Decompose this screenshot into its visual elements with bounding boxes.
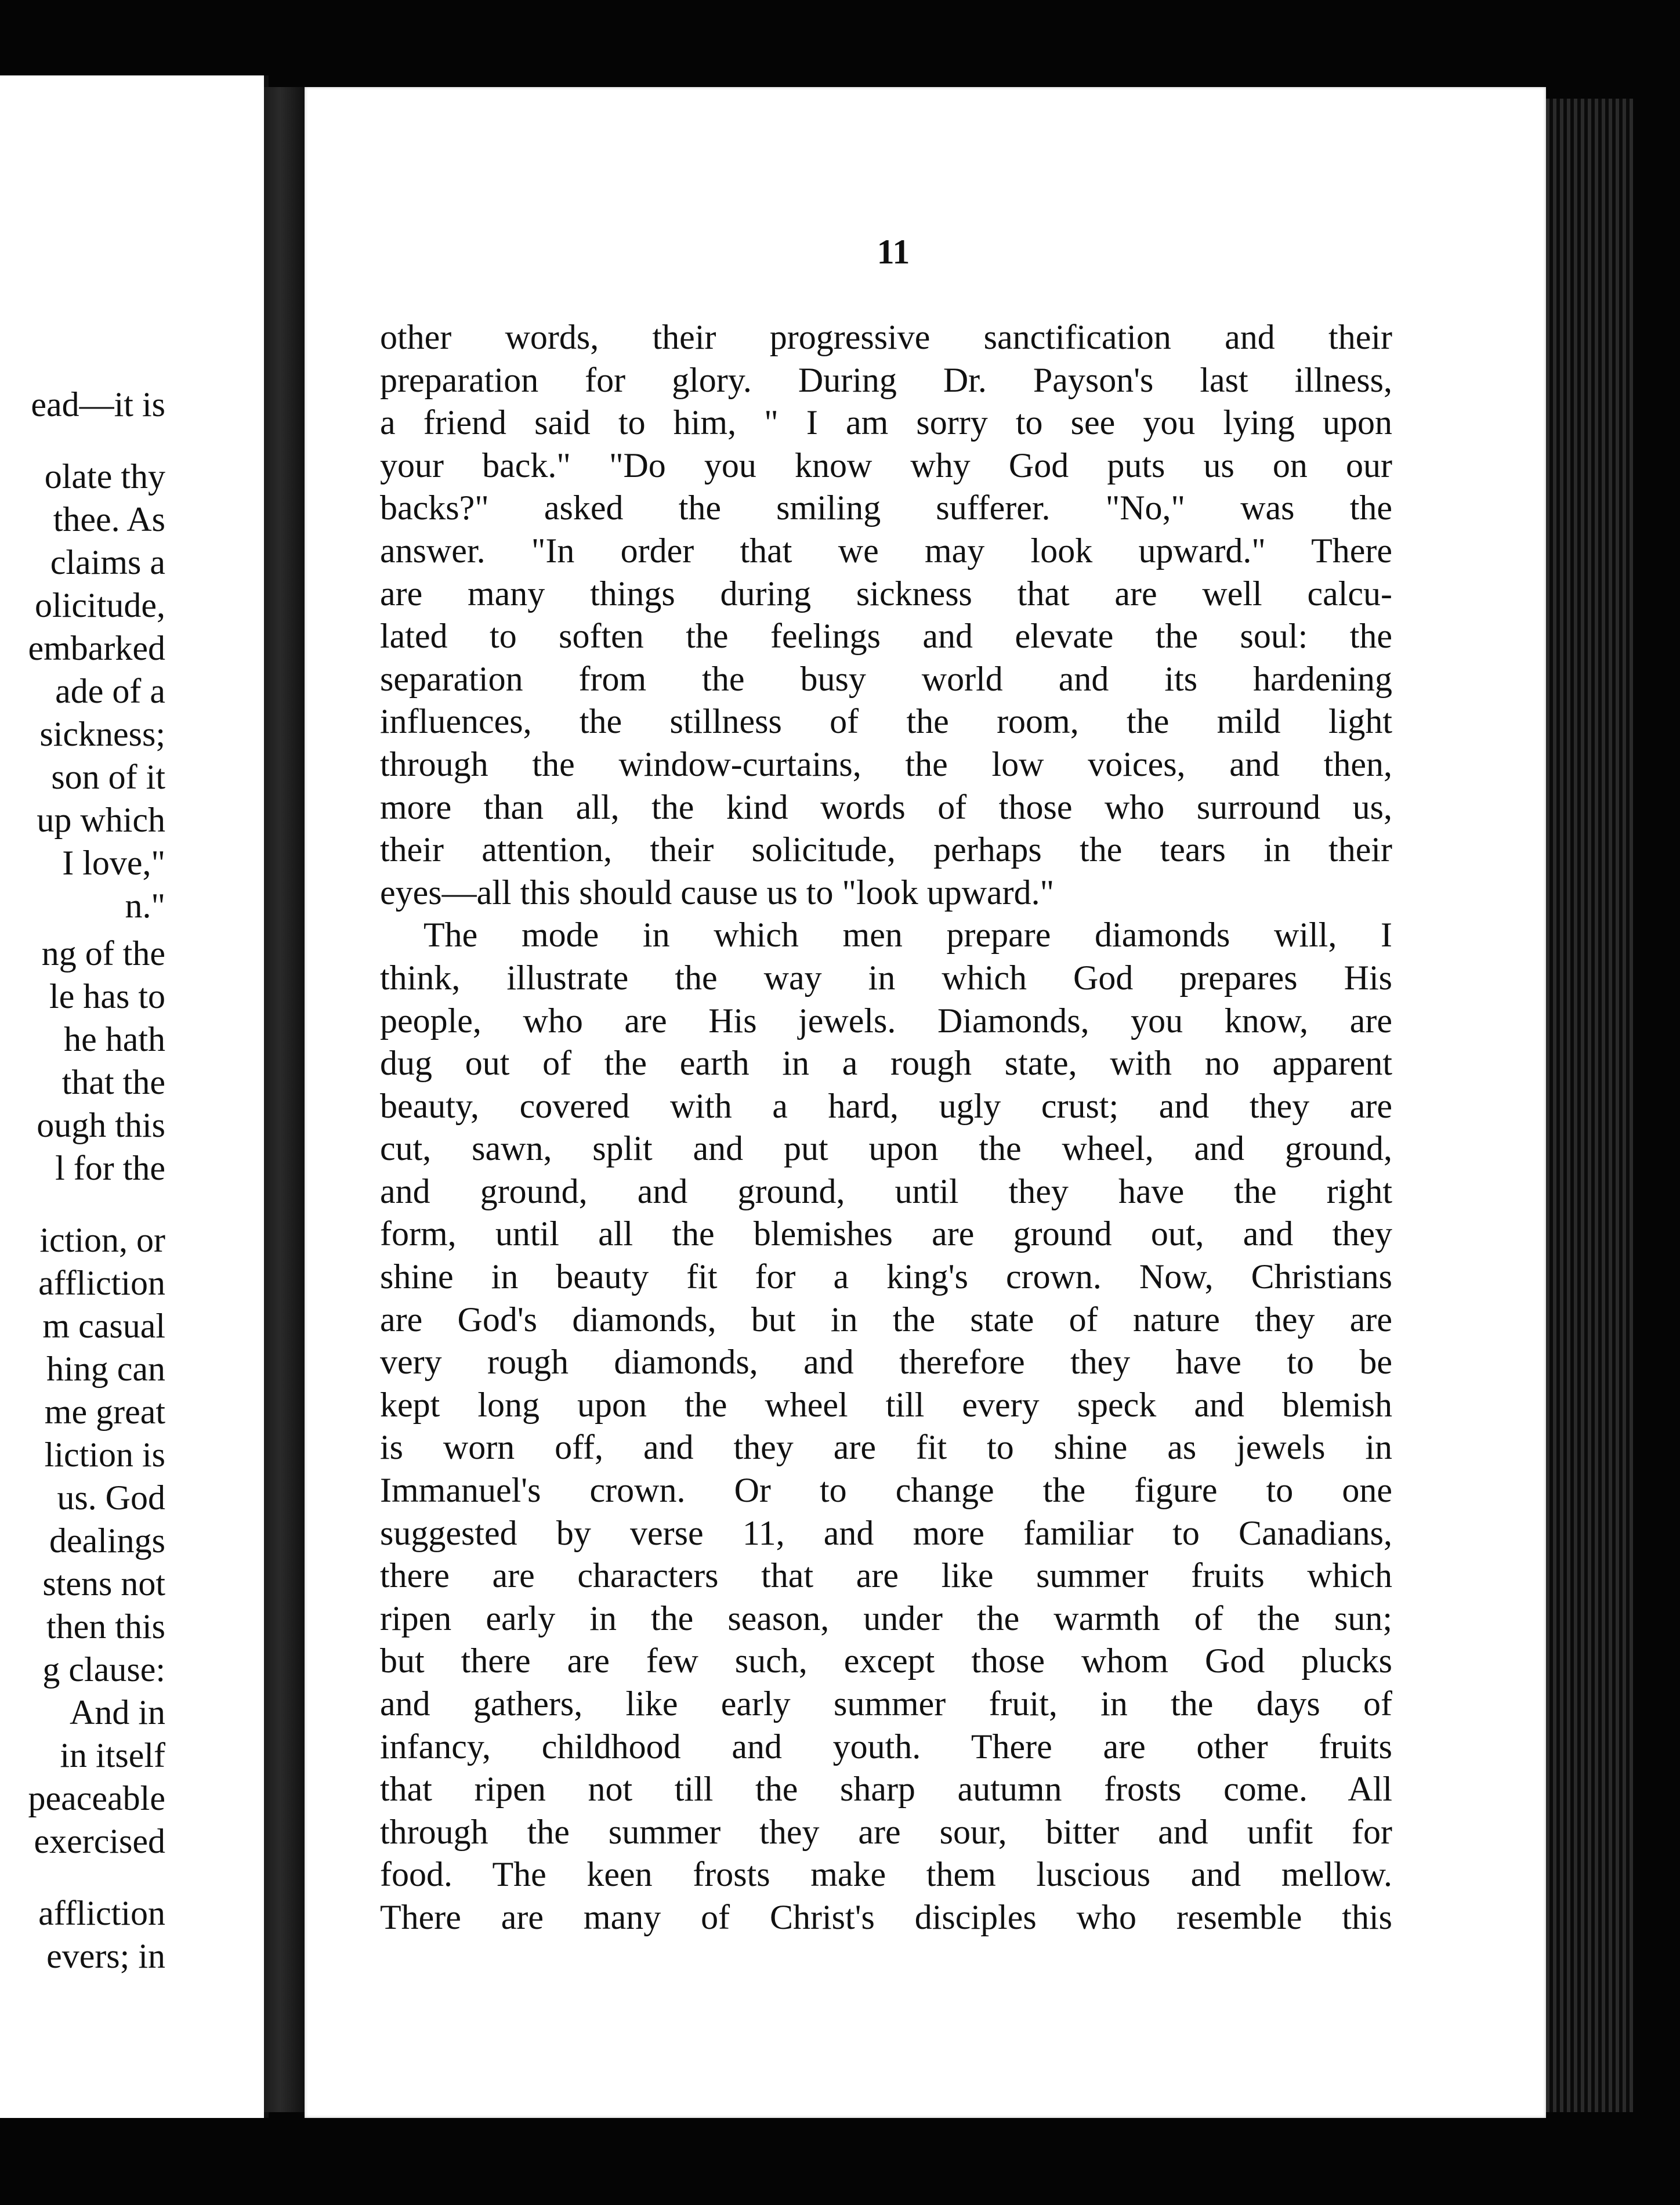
left-page-line: olicitude,: [35, 586, 165, 624]
body-line: think, illustrate the way in which God prepares His: [380, 958, 1392, 997]
left-page-line: that the: [61, 1063, 165, 1101]
body-line: very rough diamonds, and therefore they have to be: [380, 1343, 1392, 1382]
body-line: ripen early in the season, under the warmth of the sun;: [380, 1599, 1392, 1638]
left-page-line: evers; in: [46, 1937, 165, 1975]
left-page-line: us. God: [57, 1479, 165, 1517]
left-page-line: he hath: [64, 1020, 165, 1058]
body-line: The mode in which men prepare diamonds will, I: [423, 916, 1392, 955]
body-line: a friend said to him, " I am sorry to see you lying upon: [380, 403, 1392, 442]
body-line: infancy, childhood and youth. There are other fruits: [380, 1727, 1392, 1766]
page-edges: [1546, 99, 1633, 2112]
body-line: preparation for glory. During Dr. Payson's last illness,: [380, 360, 1392, 399]
body-line: shine in beauty fit for a king's crown. Now, Christians: [380, 1257, 1392, 1296]
body-line: are many things during sickness that are well calcu-: [380, 574, 1392, 613]
left-page-line: claims a: [50, 543, 165, 581]
left-page-line: me great: [44, 1393, 165, 1431]
left-page-line: ough this: [37, 1106, 165, 1144]
left-page-line: up which: [37, 801, 165, 839]
body-line: influences, the stillness of the room, the mild light: [380, 702, 1392, 741]
body-line: suggested by verse 11, and more familiar to Canadians,: [380, 1513, 1392, 1552]
body-line: dug out of the earth in a rough state, with no apparent: [380, 1044, 1392, 1083]
left-page-line: le has to: [49, 977, 165, 1015]
left-page-line: embarked: [28, 629, 165, 667]
left-page-line: then this: [46, 1607, 165, 1646]
left-page-line: l for the: [55, 1149, 165, 1187]
left-page-line: exercised: [34, 1822, 165, 1860]
body-line: kept long upon the wheel till every speck and blemish: [380, 1385, 1392, 1424]
body-line: eyes—all this should cause us to "look upward.": [380, 873, 1055, 912]
body-line: There are many of Christ's disciples who resemble this: [380, 1897, 1392, 1936]
body-line: separation from the busy world and its hardening: [380, 659, 1392, 698]
body-line: beauty, covered with a hard, ugly crust; and they are: [380, 1086, 1392, 1125]
body-line: backs?" asked the smiling sufferer. "No," was the: [380, 489, 1392, 527]
body-line: through the window-curtains, the low voices, and then,: [380, 744, 1392, 783]
left-page-fragment: [0, 75, 269, 2118]
left-page-line: ng of the: [41, 934, 165, 973]
body-line: answer. "In order that we may look upward." There: [380, 531, 1392, 570]
body-line: there are characters that are like summer fruits which: [380, 1556, 1392, 1595]
left-page-line: And in: [70, 1693, 165, 1732]
book-gutter: [264, 87, 305, 2112]
left-page-line: olate thy: [44, 457, 165, 496]
left-page-text: [0, 383, 165, 1978]
left-page-line: stens not: [42, 1564, 165, 1603]
body-line: your back." "Do you know why God puts us on our: [380, 446, 1392, 485]
left-page-line: dealings: [49, 1521, 165, 1560]
left-page-line: son of it: [51, 758, 165, 796]
left-page-line: hing can: [46, 1350, 165, 1388]
body-line: that ripen not till the sharp autumn frosts come. All: [380, 1770, 1392, 1809]
left-page-line: in itself: [60, 1736, 165, 1774]
bottom-background: [0, 2118, 1680, 2205]
body-text: [380, 316, 1392, 1939]
body-line: people, who are His jewels. Diamonds, you know, are: [380, 1001, 1392, 1040]
body-line: cut, sawn, split and put upon the wheel, and ground,: [380, 1129, 1392, 1168]
left-page-line: iction, or: [39, 1221, 165, 1259]
left-page-line: liction is: [44, 1436, 165, 1474]
body-line: and ground, and ground, until they have the right: [380, 1172, 1392, 1210]
left-page-line: peaceable: [28, 1779, 165, 1817]
left-page-line: g clause:: [42, 1650, 165, 1689]
left-page-line: n.": [125, 887, 165, 925]
body-line: but there are few such, except those whom God plucks: [380, 1642, 1392, 1680]
page-number: 11: [877, 233, 910, 271]
left-page-line: I love,": [62, 844, 165, 882]
body-line: other words, their progressive sanctification and their: [380, 318, 1392, 356]
left-page-line: ade of a: [55, 672, 165, 710]
body-line: their attention, their solicitude, perhaps the tears in their: [380, 830, 1392, 869]
left-page-line: affliction: [38, 1264, 165, 1302]
left-page-line: affliction: [38, 1894, 165, 1932]
body-line: Immanuel's crown. Or to change the figure to one: [380, 1471, 1392, 1510]
body-line: are God's diamonds, but in the state of nature they are: [380, 1300, 1392, 1339]
body-line: lated to soften the feelings and elevate the soul: the: [380, 617, 1392, 656]
body-line: food. The keen frosts make them luscious and mellow.: [380, 1855, 1392, 1894]
body-line: more than all, the kind words of those who surround us,: [380, 787, 1392, 826]
left-page-line: thee. As: [53, 500, 165, 538]
body-line: form, until all the blemishes are ground out, and they: [380, 1214, 1392, 1253]
left-page-line: ead—it is: [31, 385, 165, 424]
left-page-line: sickness;: [39, 715, 165, 753]
left-page-line: m casual: [42, 1307, 165, 1345]
body-line: through the summer they are sour, bitter and unfit for: [380, 1812, 1392, 1851]
body-line: is worn off, and they are fit to shine as jewels in: [380, 1428, 1392, 1467]
body-line: and gathers, like early summer fruit, in the days of: [380, 1685, 1392, 1723]
